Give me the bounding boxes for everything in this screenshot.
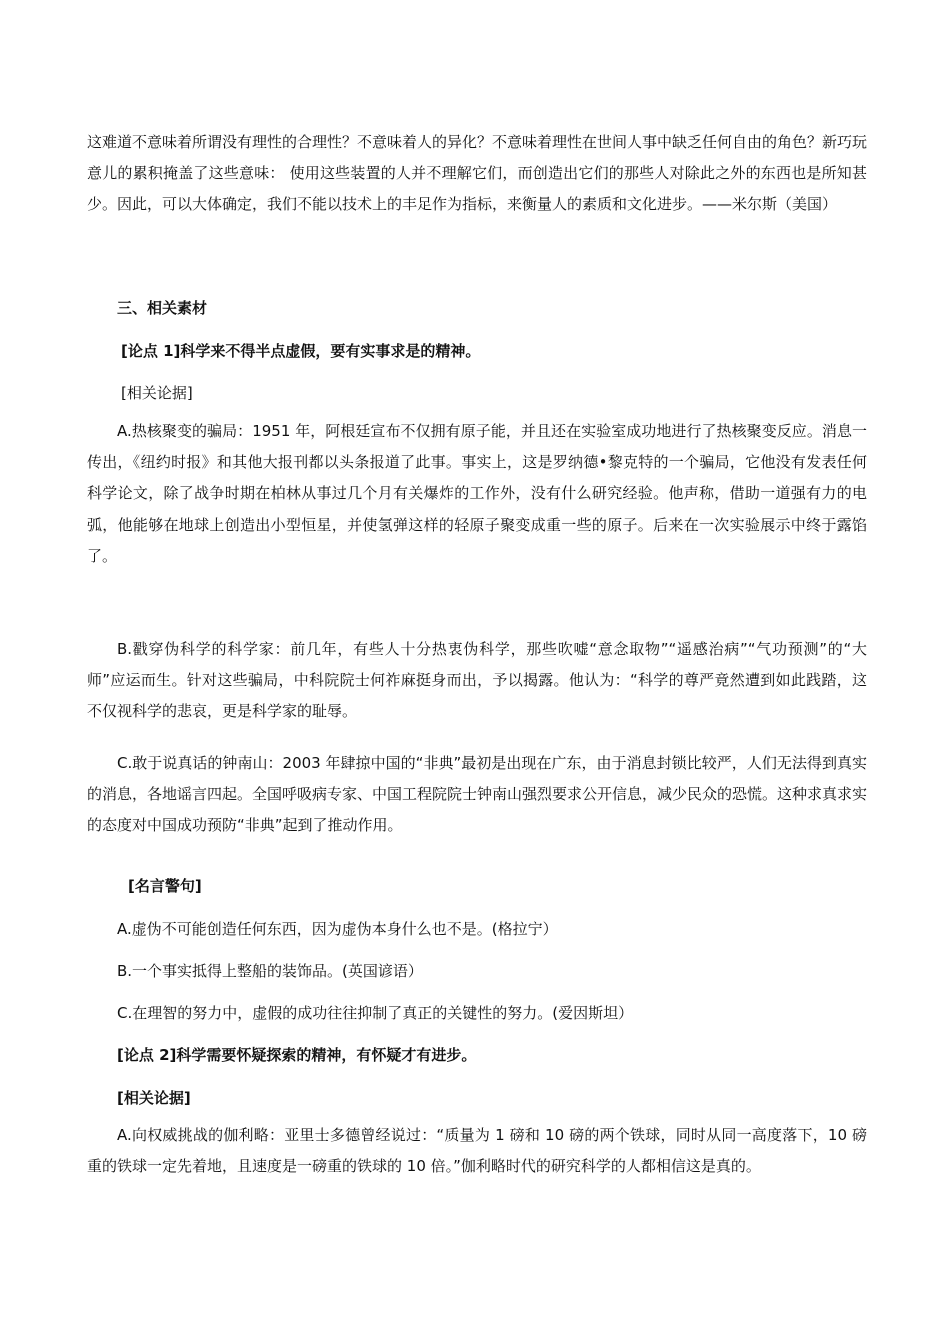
section-heading: 三、相关素材 (117, 299, 208, 317)
point1-evidence-c: C.敢于说真话的钟南山：2003 年肆掠中国的“非典”最初是出现在广东，由于消息封锁比较严，人们无法得到真实的消息，各地谣言四起。全国呼吸病专家、中国工程院院士钟南山强烈要求公开信息，减少民众的恐慌。这种求真求实的态度对中国成功预防“非典”起到了推动作用。 (87, 754, 868, 835)
point1-quote-c: C.在理智的努力中，虚假的成功往往抑制了真正的关键性的努力。(爱因斯坦） (117, 1004, 634, 1022)
point2-evidence-a: A.向权威挑战的伽利略：亚里士多德曾经说过：“质量为 1 磅和 10 磅的两个铁球，同时从同一高度落下，10 磅重的铁球一定先着地，且速度是一磅重的铁球的 10 倍。”伽利略时代的研究科学的人都相信这是真的。 (87, 1126, 867, 1176)
point1-heading: [论点 1]科学来不得半点虚假，要有实事求是的精神。 (121, 342, 481, 360)
point1-quote-a: A.虚伪不可能创造任何东西，因为虚伪本身什么也不是。(格拉宁） (117, 920, 558, 938)
point1-quotes-heading: [名言警句] (128, 877, 202, 895)
point2-evidence-heading: [相关论据] (117, 1089, 191, 1107)
point1-evidence-b: B.戳穿伪科学的科学家：前几年，有些人十分热衷伪科学，那些吹嘘“意念取物”“遥感治病”“气功预测”的“大师”应运而生。针对这些骗局，中科院院士何祚麻挺身而出，予以揭露。他认为：“科学的尊严竟然遭到如此践踏，这不仅视科学的悲哀，更是科学家的耻辱。 (87, 640, 867, 721)
intro-paragraph: 这难道不意味着所谓没有理性的合理性？不意味着人的异化？不意味着理性在世间人事中缺乏任何自由的角色？新巧玩意儿的累积掩盖了这些意味： 使用这些装置的人并不理解它们，而创造出它们的那些人对除此之外的东西也是所知甚少。因此，可以大体确定，我们不能以技术上的丰足作为指标，来衡量人的素质和文化进步。——米尔斯（美国） (87, 133, 868, 214)
point1-quote-b: B.一个事实抵得上整船的装饰品。(英国谚语） (117, 962, 423, 980)
point1-evidence-heading: [相关论据] (121, 384, 193, 402)
point1-evidence-a: A.热核聚变的骗局：1951 年，阿根廷宣布不仅拥有原子能，并且还在实验室成功地进行了热核聚变反应。消息一传出，《纽约时报》和其他大报刊都以头条报道了此事。事实上，这是罗纳德•黎克特的一个骗局，它他没有发表任何科学论文，除了战争时期在柏林从事过几个月有关爆炸的工作外，没有什么研究经验。他声称，借助一道强有力的电弧，他能够在地球上创造出小型恒星，并使氢弹这样的轻原子聚变成重一些的原子。后来在一次实验展示中终于露馅了。 (87, 422, 867, 565)
point2-heading: [论点 2]科学需要怀疑探索的精神，有怀疑才有进步。 (117, 1046, 477, 1064)
